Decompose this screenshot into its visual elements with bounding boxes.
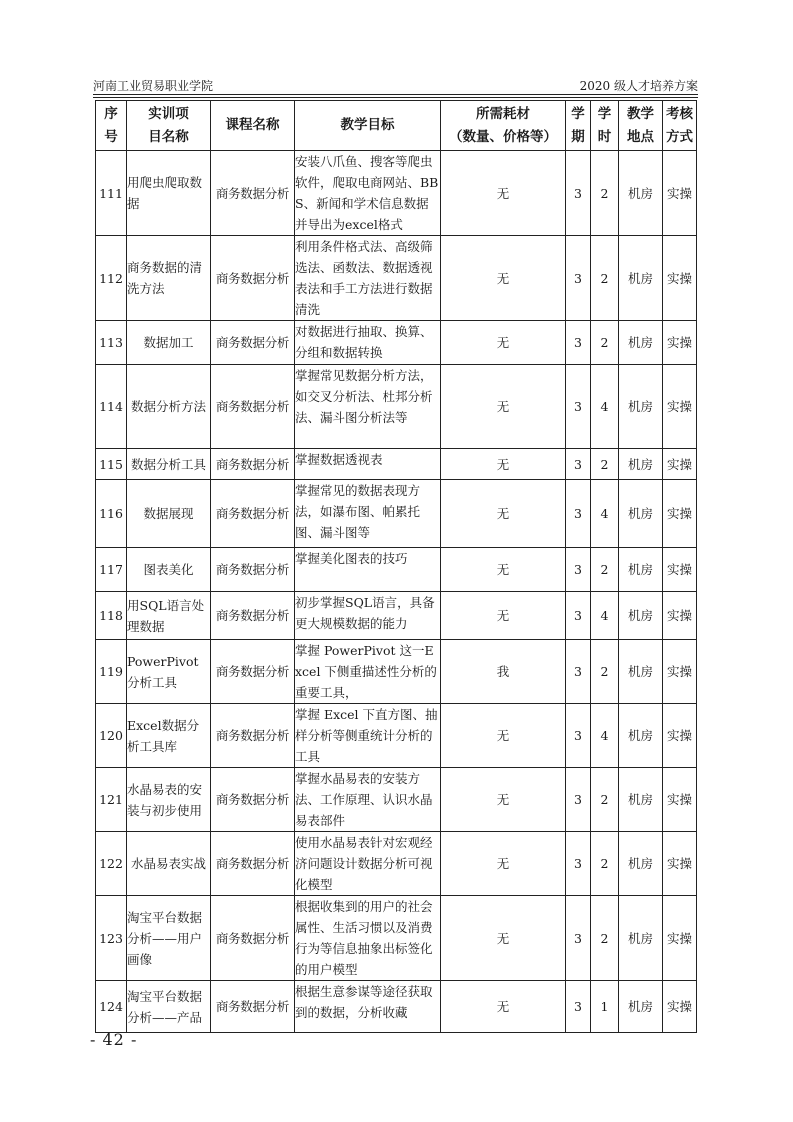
row-goal: 根据生意参谋等途径获取到的数据，分析收藏 [295, 981, 441, 1033]
row-project-name: 数据分析方法 [127, 365, 211, 449]
row-hours: 2 [591, 321, 619, 365]
row-exam: 实操 [663, 981, 697, 1033]
row-hours: 2 [591, 548, 619, 592]
row-consumables: 无 [441, 704, 566, 768]
row-exam: 实操 [663, 704, 697, 768]
row-seq: 119 [96, 640, 127, 704]
row-consumables: 无 [441, 896, 566, 981]
row-seq: 118 [96, 592, 127, 640]
row-seq: 117 [96, 548, 127, 592]
row-term: 3 [566, 896, 591, 981]
row-hours: 4 [591, 365, 619, 449]
row-place: 机房 [619, 321, 663, 365]
row-seq: 120 [96, 704, 127, 768]
row-consumables: 无 [441, 151, 566, 236]
row-consumables: 我 [441, 640, 566, 704]
table-row [96, 236, 697, 321]
row-project-name: 数据分析工具 [127, 449, 211, 480]
row-project-name: 用爬虫爬取数据 [127, 151, 211, 236]
row-term: 3 [566, 480, 591, 548]
table-row [96, 832, 697, 896]
row-term: 3 [566, 321, 591, 365]
row-place: 机房 [619, 768, 663, 832]
table-header-row [96, 101, 697, 151]
row-course: 商务数据分析 [211, 592, 295, 640]
table-row [96, 151, 697, 236]
page-header [93, 74, 698, 96]
row-term: 3 [566, 592, 591, 640]
row-goal: 掌握常见的数据表现方法，如瀑布图、帕累托图、漏斗图等 [295, 480, 441, 548]
row-place: 机房 [619, 981, 663, 1033]
header-rule-thick [93, 94, 698, 95]
row-exam: 实操 [663, 832, 697, 896]
table-row [96, 548, 697, 592]
row-seq: 116 [96, 480, 127, 548]
row-term: 3 [566, 548, 591, 592]
col-header-term: 学 期 [566, 101, 591, 151]
row-hours: 2 [591, 151, 619, 236]
row-course: 商务数据分析 [211, 321, 295, 365]
row-place: 机房 [619, 449, 663, 480]
col-header-project-name: 实训项 目名称 [127, 101, 211, 151]
row-consumables: 无 [441, 592, 566, 640]
row-place: 机房 [619, 151, 663, 236]
header-school-name: 河南工业贸易职业学院 [93, 79, 214, 93]
row-consumables: 无 [441, 236, 566, 321]
row-exam: 实操 [663, 449, 697, 480]
row-place: 机房 [619, 832, 663, 896]
row-seq: 115 [96, 449, 127, 480]
row-hours: 2 [591, 449, 619, 480]
row-goal: 掌握常见数据分析方法，如交叉分析法、杜邦分析法、漏斗图分析法等 [295, 365, 441, 449]
row-seq: 114 [96, 365, 127, 449]
table-row [96, 704, 697, 768]
row-seq: 121 [96, 768, 127, 832]
row-exam: 实操 [663, 321, 697, 365]
row-term: 3 [566, 365, 591, 449]
row-term: 3 [566, 236, 591, 321]
row-course: 商务数据分析 [211, 151, 295, 236]
row-hours: 1 [591, 981, 619, 1033]
row-project-name: 商务数据的清洗方法 [127, 236, 211, 321]
row-hours: 2 [591, 640, 619, 704]
row-hours: 4 [591, 480, 619, 548]
row-course: 商务数据分析 [211, 832, 295, 896]
row-project-name: 水晶易表的安装与初步使用 [127, 768, 211, 832]
row-seq: 123 [96, 896, 127, 981]
row-course: 商务数据分析 [211, 896, 295, 981]
row-consumables: 无 [441, 480, 566, 548]
row-goal: 掌握数据透视表 [295, 449, 441, 480]
row-consumables: 无 [441, 981, 566, 1033]
row-exam: 实操 [663, 768, 697, 832]
row-seq: 111 [96, 151, 127, 236]
row-project-name: 淘宝平台数据分析——用户画像 [127, 896, 211, 981]
row-course: 商务数据分析 [211, 640, 295, 704]
row-consumables: 无 [441, 832, 566, 896]
table-row [96, 480, 697, 548]
row-term: 3 [566, 704, 591, 768]
col-header-place: 教学 地点 [619, 101, 663, 151]
row-project-name: 数据展现 [127, 480, 211, 548]
row-term: 3 [566, 640, 591, 704]
row-course: 商务数据分析 [211, 480, 295, 548]
row-term: 3 [566, 151, 591, 236]
row-exam: 实操 [663, 896, 697, 981]
table-row [96, 365, 697, 449]
row-term: 3 [566, 832, 591, 896]
row-course: 商务数据分析 [211, 768, 295, 832]
row-project-name: PowerPivot分析工具 [127, 640, 211, 704]
row-consumables: 无 [441, 768, 566, 832]
row-course: 商务数据分析 [211, 704, 295, 768]
row-seq: 124 [96, 981, 127, 1033]
training-projects-table [95, 100, 697, 1033]
row-course: 商务数据分析 [211, 236, 295, 321]
row-goal: 初步掌握SQL语言，具备更大规模数据的能力 [295, 592, 441, 640]
row-place: 机房 [619, 704, 663, 768]
table-row [96, 640, 697, 704]
row-project-name: Excel数据分析工具库 [127, 704, 211, 768]
row-term: 3 [566, 768, 591, 832]
row-exam: 实操 [663, 592, 697, 640]
row-seq: 112 [96, 236, 127, 321]
table-row [96, 981, 697, 1033]
row-goal: 掌握美化图表的技巧 [295, 548, 441, 592]
col-header-course: 课程名称 [211, 101, 295, 151]
col-header-seq: 序 号 [96, 101, 127, 151]
row-project-name: 淘宝平台数据分析——产品 [127, 981, 211, 1033]
row-goal: 根据收集到的用户的社会属性、生活习惯以及消费行为等信息抽象出标签化的用户模型 [295, 896, 441, 981]
row-project-name: 图表美化 [127, 548, 211, 592]
table-row [96, 321, 697, 365]
col-header-consumables: 所需耗材 （数量、价格等） [441, 101, 566, 151]
table-row [96, 449, 697, 480]
col-header-hours: 学 时 [591, 101, 619, 151]
row-goal: 对数据进行抽取、换算、分组和数据转换 [295, 321, 441, 365]
header-rule-thin [93, 97, 698, 98]
page-number: - 42 - [90, 1030, 138, 1049]
row-hours: 2 [591, 896, 619, 981]
row-goal: 利用条件格式法、高级筛选法、函数法、数据透视表法和手工方法进行数据清洗 [295, 236, 441, 321]
row-course: 商务数据分析 [211, 981, 295, 1033]
row-exam: 实操 [663, 151, 697, 236]
row-hours: 4 [591, 592, 619, 640]
row-exam: 实操 [663, 365, 697, 449]
row-course: 商务数据分析 [211, 548, 295, 592]
row-exam: 实操 [663, 480, 697, 548]
row-hours: 2 [591, 768, 619, 832]
row-exam: 实操 [663, 640, 697, 704]
row-hours: 2 [591, 832, 619, 896]
row-goal: 安装八爪鱼、搜客等爬虫软件，爬取电商网站、BBS、新闻和学术信息数据并导出为excel格式 [295, 151, 441, 236]
row-place: 机房 [619, 365, 663, 449]
table-row [96, 896, 697, 981]
row-hours: 2 [591, 236, 619, 321]
row-goal: 掌握水晶易表的安装方法、工作原理、认识水晶易表部件 [295, 768, 441, 832]
row-place: 机房 [619, 236, 663, 321]
row-seq: 113 [96, 321, 127, 365]
row-consumables: 无 [441, 449, 566, 480]
row-seq: 122 [96, 832, 127, 896]
col-header-exam: 考核 方式 [663, 101, 697, 151]
row-project-name: 数据加工 [127, 321, 211, 365]
row-place: 机房 [619, 896, 663, 981]
col-header-goal: 教学目标 [295, 101, 441, 151]
row-place: 机房 [619, 592, 663, 640]
row-consumables: 无 [441, 321, 566, 365]
row-exam: 实操 [663, 236, 697, 321]
row-consumables: 无 [441, 548, 566, 592]
row-term: 3 [566, 981, 591, 1033]
row-goal: 掌握 Excel 下直方图、抽样分析等侧重统计分析的工具 [295, 704, 441, 768]
row-term: 3 [566, 449, 591, 480]
header-plan-title: 2020 级人才培养方案 [579, 79, 698, 93]
row-place: 机房 [619, 480, 663, 548]
row-course: 商务数据分析 [211, 365, 295, 449]
table-row [96, 592, 697, 640]
table-row [96, 768, 697, 832]
row-place: 机房 [619, 548, 663, 592]
row-consumables: 无 [441, 365, 566, 449]
row-project-name: 用SQL语言处理数据 [127, 592, 211, 640]
row-hours: 4 [591, 704, 619, 768]
row-goal: 掌握 PowerPivot 这一Excel 下侧重描述性分析的重要工具， [295, 640, 441, 704]
row-place: 机房 [619, 640, 663, 704]
row-course: 商务数据分析 [211, 449, 295, 480]
row-exam: 实操 [663, 548, 697, 592]
row-goal: 使用水晶易表针对宏观经济问题设计数据分析可视化模型 [295, 832, 441, 896]
row-project-name: 水晶易表实战 [127, 832, 211, 896]
